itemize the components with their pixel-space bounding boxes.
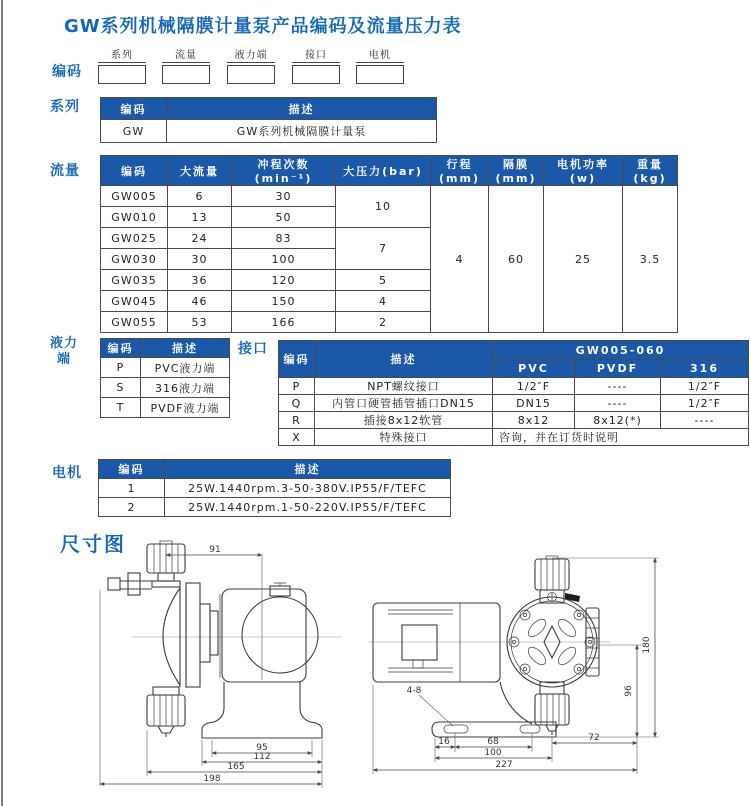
- cell-special-note: 咨询，并在订货时说明: [493, 429, 749, 446]
- cell: 36: [168, 270, 232, 291]
- cell: 53: [168, 312, 232, 333]
- code-field-hydraulic: [227, 46, 275, 84]
- dim-label-112: 112: [253, 752, 271, 762]
- cell: 8x12: [493, 412, 575, 429]
- bottom-valve-knob-icon: [147, 695, 185, 737]
- code-field-motor: [356, 46, 404, 84]
- dim-label-16: 16: [438, 737, 450, 747]
- table-row: [101, 378, 230, 398]
- code-field-flow: [162, 46, 210, 84]
- cell: 1/2″F: [661, 378, 749, 395]
- cell-diaphragm: 60: [489, 186, 544, 333]
- motor-box-icon: [373, 603, 500, 682]
- base-plate-icon: [432, 722, 556, 737]
- cell: 1/2″F: [661, 395, 749, 412]
- cell: GW035: [101, 270, 168, 291]
- dim-label-72: 72: [588, 733, 600, 743]
- dim-label-91: 91: [209, 545, 221, 555]
- series-desc: GW系列机械隔膜计量泵: [167, 120, 437, 143]
- dim-label-96: 96: [624, 685, 634, 697]
- dim-label-100: 100: [484, 748, 502, 758]
- cell: 30: [232, 186, 336, 207]
- hyd-col-desc: 描述: [141, 339, 230, 358]
- cell: 6: [168, 186, 232, 207]
- table-row: [279, 395, 749, 412]
- cell: GW030: [101, 249, 168, 270]
- cell: 特殊接口: [315, 429, 493, 446]
- cell-pressure-4: 4: [336, 291, 431, 312]
- cell: 120: [232, 270, 336, 291]
- cell: T: [101, 398, 141, 418]
- side-valve-icon: [108, 573, 152, 595]
- code-field-interface-box: [292, 65, 340, 84]
- interface-section-label: 接口: [238, 341, 268, 357]
- cell: 2: [99, 498, 165, 517]
- int-col-code: 编码: [279, 341, 315, 378]
- code-field-motor-box: [356, 65, 404, 84]
- dimension-drawings: [20, 540, 735, 802]
- cell: GW005: [101, 186, 168, 207]
- table-row: [99, 479, 451, 498]
- cell: 46: [168, 291, 232, 312]
- int-col-316: 316: [661, 360, 749, 378]
- code-field-flow-label: 流量: [162, 46, 210, 63]
- cell: GW010: [101, 207, 168, 228]
- dim-label-95: 95: [256, 743, 268, 753]
- cell-weight: 3.5: [623, 186, 678, 333]
- motor-circle-icon: [242, 583, 318, 673]
- flow-col-strokes: 冲程次数(min⁻¹): [232, 156, 336, 186]
- front-bottom-knob-icon: [535, 682, 569, 735]
- cell: Q: [279, 395, 315, 412]
- cell: ----: [575, 378, 661, 395]
- flow-col-code: 编码: [101, 156, 168, 186]
- dim-label-180: 180: [642, 636, 652, 654]
- motor-col-code: 编码: [99, 460, 165, 479]
- dim-label-165: 165: [227, 762, 245, 772]
- cell: ----: [661, 412, 749, 429]
- cell: 30: [168, 249, 232, 270]
- series-col-code: 编码: [101, 98, 167, 120]
- interface-table: [278, 340, 749, 446]
- hydraulic-section-label: 液力端: [49, 336, 78, 367]
- code-field-hydraulic-box: [227, 65, 275, 84]
- cell: GW055: [101, 312, 168, 333]
- flow-col-weight: 重量(kg): [623, 156, 678, 186]
- front-top-knob-icon: [535, 556, 580, 603]
- motor-section-label: 电机: [52, 465, 82, 481]
- cell: 83: [232, 228, 336, 249]
- series-table: [100, 97, 437, 143]
- code-field-series: [98, 46, 146, 84]
- code-field-interface-label: 接口: [292, 46, 340, 63]
- cell: S: [101, 378, 141, 398]
- cell: 50: [232, 207, 336, 228]
- cell: X: [279, 429, 315, 446]
- series-col-desc: 描述: [167, 98, 437, 120]
- dim-label-227: 227: [495, 760, 513, 770]
- flow-section-label: 流量: [50, 163, 80, 179]
- dimensions-section-label: 尺寸图: [60, 532, 126, 556]
- cell: 1/2″F: [493, 378, 575, 395]
- cell: 25W.1440rpm.3-50-380V.IP55/F/TEFC: [165, 479, 451, 498]
- top-valve-knob-icon: [147, 541, 185, 573]
- flow-col-pressure: 大压力(bar): [336, 156, 431, 186]
- code-field-flow-box: [162, 65, 210, 84]
- cell: 150: [232, 291, 336, 312]
- vent-lever-icon: [565, 593, 580, 602]
- cell: GW025: [101, 228, 168, 249]
- code-field-series-box: [98, 65, 146, 84]
- cell-stroke: 4: [431, 186, 489, 333]
- cell: 24: [168, 228, 232, 249]
- cell: NPT螺纹接口: [315, 378, 493, 395]
- cell: 100: [232, 249, 336, 270]
- cell: P: [101, 358, 141, 378]
- code-field-hydraulic-label: 液力端: [227, 46, 275, 63]
- int-col-pvdf: PVDF: [575, 360, 661, 378]
- cell: DN15: [493, 395, 575, 412]
- motor-col-desc: 描述: [165, 460, 451, 479]
- flow-col-power: 电机功率(w): [544, 156, 623, 186]
- dim-label-198: 198: [203, 774, 221, 784]
- pump-side-view-drawing: [100, 541, 342, 788]
- series-section-label: 系列: [50, 99, 80, 115]
- code-field-motor-label: 电机: [356, 46, 404, 63]
- cell: PVDF液力端: [141, 398, 230, 418]
- cell: P: [279, 378, 315, 395]
- cell: GW045: [101, 291, 168, 312]
- cell: 166: [232, 312, 336, 333]
- table-row: [101, 398, 230, 418]
- cell-pressure-2: 2: [336, 312, 431, 333]
- page-edge-line: [1, 0, 3, 806]
- dim-label-68: 68: [487, 737, 499, 747]
- flow-col-diaphragm: 隔膜(mm): [489, 156, 544, 186]
- cell: 8x12(*): [575, 412, 661, 429]
- cell-power: 25: [544, 186, 623, 333]
- flow-table: [100, 155, 678, 333]
- table-row: [101, 358, 230, 378]
- cell: 1: [99, 479, 165, 498]
- flow-col-strokelen: 行程(mm): [431, 156, 489, 186]
- pump-front-view-drawing: [368, 556, 659, 774]
- coding-section-label: 编码: [52, 64, 82, 80]
- hyd-col-code: 编码: [101, 339, 141, 358]
- code-field-interface: [292, 46, 340, 84]
- table-row: [279, 429, 749, 446]
- cell: 插接8x12软管: [315, 412, 493, 429]
- cell-pressure-10: 10: [336, 186, 431, 228]
- cell: 13: [168, 207, 232, 228]
- page-title: GW系列机械隔膜计量泵产品编码及流量压力表: [64, 16, 462, 37]
- table-row: [279, 412, 749, 429]
- table-row: [279, 378, 749, 395]
- dim-label-holes: 4-8: [406, 686, 422, 696]
- series-code: GW: [101, 120, 167, 143]
- int-col-pvc: PVC: [493, 360, 575, 378]
- cell: 316液力端: [141, 378, 230, 398]
- int-group-header: GW005-060: [493, 341, 749, 360]
- int-col-desc: 描述: [315, 341, 493, 378]
- flow-col-maxflow: 大流量: [168, 156, 232, 186]
- motor-table: [98, 459, 451, 517]
- hydraulic-table: [100, 338, 230, 418]
- cell: 内管口硬管插管插口DN15: [315, 395, 493, 412]
- table-row: [99, 498, 451, 517]
- table-row: [101, 120, 437, 143]
- cell: ----: [575, 395, 661, 412]
- cell: PVC液力端: [141, 358, 230, 378]
- cell: 25W.1440rpm.1-50-220V.IP55/F/TEFC: [165, 498, 451, 517]
- cell-pressure-7: 7: [336, 228, 431, 270]
- cell: R: [279, 412, 315, 429]
- code-field-series-label: 系列: [98, 46, 146, 63]
- table-row: [101, 186, 678, 207]
- cell-pressure-5: 5: [336, 270, 431, 291]
